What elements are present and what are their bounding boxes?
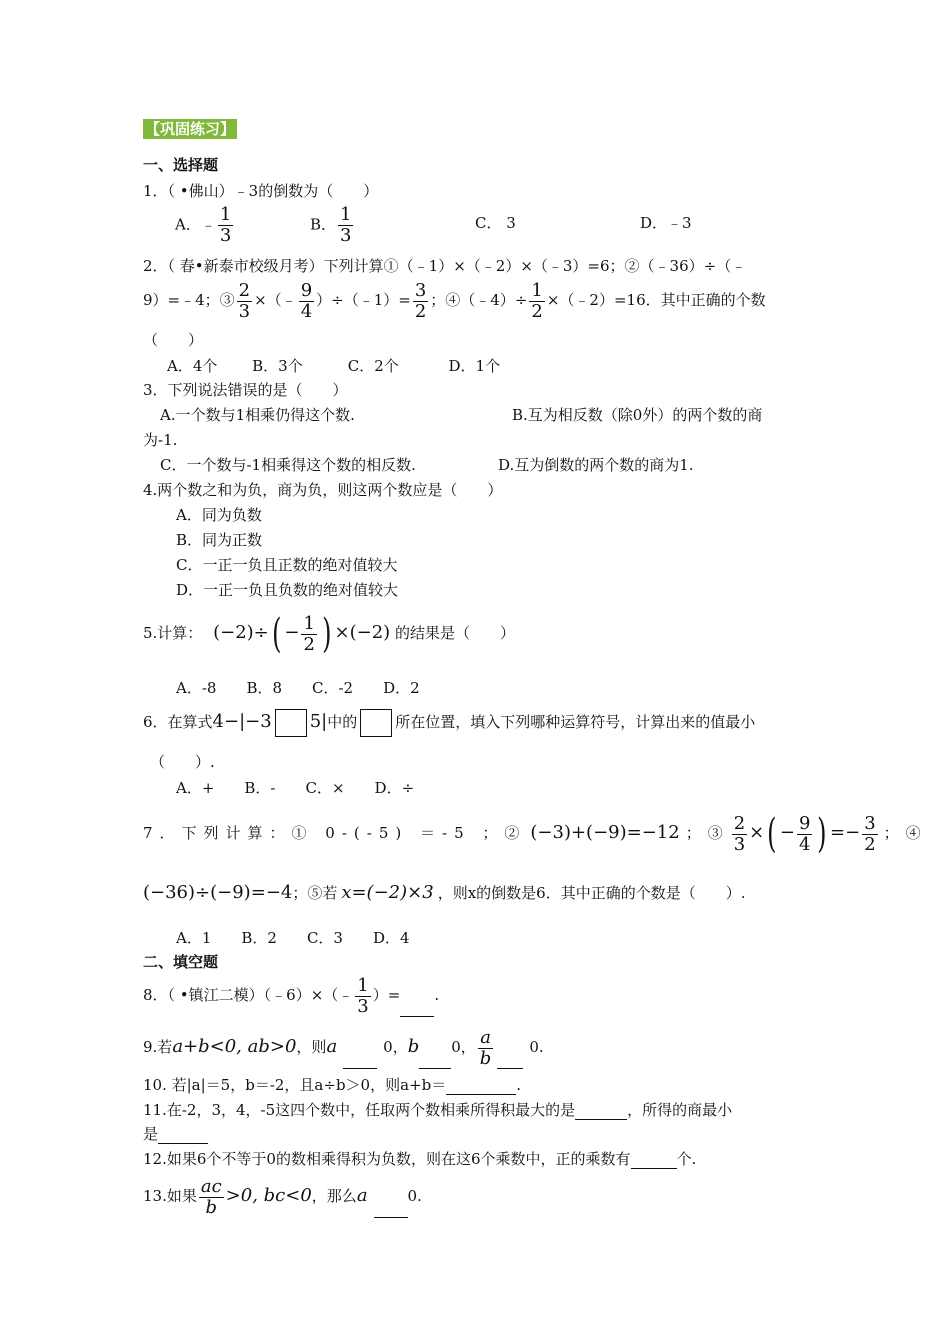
section-heading-choice: 一、选择题 — [143, 156, 219, 174]
numerator: 2 — [238, 279, 251, 301]
denominator: 3 — [733, 833, 746, 855]
text: 0. — [407, 1187, 422, 1205]
text: 8．（ •镇江二模）（﹣6）×（﹣ — [143, 986, 354, 1004]
question-3-option-d: D.互为倒数的两个数的商为1. — [498, 456, 694, 474]
text: 12.如果6个不等于0的数相乘得积为负数，则在这6个乘数中，正的乘数有 — [143, 1150, 631, 1168]
question-1-option-c: C． 3 — [475, 214, 516, 232]
fraction — [199, 1177, 224, 1218]
answer-blank — [631, 1150, 677, 1169]
fraction — [299, 281, 314, 322]
right-paren: ) — [817, 811, 827, 857]
question-4-option-d: D．一正一负且负数的绝对值较大 — [176, 581, 399, 599]
denominator: 3 — [340, 225, 352, 246]
minus-sign: − — [284, 622, 300, 643]
text: . — [434, 986, 440, 1004]
section-heading-fill: 二、填空题 — [143, 953, 219, 971]
question-7-line-2 — [143, 878, 745, 908]
denominator: 3 — [357, 995, 369, 1017]
question-4-option-b: B．同为正数 — [176, 531, 263, 549]
text: . — [516, 1076, 521, 1094]
numerator: 2 — [733, 812, 746, 834]
answer-blank — [374, 1191, 408, 1218]
text: ；④（﹣4）÷ — [430, 291, 528, 309]
text: 0， — [383, 1038, 408, 1056]
question-3-option-b-cont: 为-1. — [143, 431, 178, 449]
question-10 — [143, 1075, 521, 1095]
numerator: 1 — [357, 974, 369, 996]
question-2-line-2 — [143, 280, 766, 322]
fraction — [413, 281, 428, 322]
math-expression: 5| — [309, 711, 328, 732]
answer-blank — [575, 1101, 627, 1120]
numerator: 3 — [864, 812, 876, 834]
text: ；③ — [685, 824, 730, 842]
blank-box — [275, 709, 307, 737]
answer-blank — [343, 1042, 377, 1069]
option-label: B． — [310, 215, 337, 234]
answer-blank — [419, 1042, 451, 1069]
denominator: 2 — [414, 300, 427, 322]
text: 个. — [676, 1150, 697, 1168]
text: 中的 — [327, 713, 358, 731]
right-paren: ) — [322, 611, 332, 657]
left-paren: ( — [767, 811, 777, 857]
text: 所在位置，填入下列哪种运算符号，计算出来的值最小 — [395, 713, 756, 731]
math-expression: >0, bc<0 — [225, 1185, 312, 1206]
denominator: 2 — [531, 300, 543, 322]
numerator: 1 — [340, 204, 352, 225]
text: 13.如果 — [143, 1187, 197, 1205]
variable: a — [356, 1185, 368, 1206]
math-expression: (−3)+(−9)=−12 — [530, 822, 680, 843]
math-expression: (−36)÷(−9)=−4 — [143, 882, 293, 903]
math-expression: × — [749, 822, 765, 843]
fraction — [338, 205, 353, 246]
math-expression: a+b<0, ab>0 — [172, 1036, 297, 1057]
numerator: a — [478, 1028, 494, 1049]
denominator: b — [205, 1196, 218, 1218]
denominator: b — [479, 1047, 492, 1069]
question-7-options: A．1 B．2 C．3 D．4 — [176, 929, 410, 947]
question-6-options: A．+ B．- C．× D．÷ — [176, 779, 415, 797]
question-1-option-b — [310, 205, 355, 246]
variable: a — [326, 1036, 338, 1057]
blank-box — [360, 709, 392, 737]
question-1-option-a — [175, 205, 235, 246]
numerator: 1 — [531, 279, 543, 301]
question-4-option-c: C．一正一负且正数的绝对值较大 — [176, 556, 398, 574]
denominator: 2 — [864, 833, 876, 855]
answer-blank — [158, 1125, 208, 1144]
question-3-option-c: C．一个数与-1相乘得这个数的相反数. — [160, 456, 416, 474]
math-expression: 4−|−3 — [212, 711, 272, 732]
question-9 — [143, 1026, 544, 1069]
text: ；⑤若 — [292, 884, 338, 902]
question-1-stem: 1．（ •佛山）﹣3的倒数为（ ） — [143, 182, 379, 200]
question-11-line-1 — [143, 1100, 732, 1120]
option-label: A． — [175, 215, 201, 234]
question-6-stem — [143, 707, 755, 737]
text: ，则 — [296, 1038, 327, 1056]
question-12 — [143, 1149, 696, 1169]
left-paren: ( — [271, 611, 282, 657]
numerator: 1 — [219, 204, 232, 225]
fraction — [355, 976, 370, 1017]
fraction — [301, 614, 316, 655]
math-expression: =− — [830, 822, 861, 843]
text: ×（﹣2）=16．其中正确的个数 — [546, 291, 766, 309]
text: 9）=﹣4；③ — [143, 291, 235, 309]
math-expression: x=(−2)×3 — [341, 882, 434, 903]
text: 5.计算： — [143, 624, 203, 642]
text: ）÷（﹣1）= — [316, 291, 411, 309]
text: 9.若 — [143, 1038, 173, 1056]
question-3-option-a: A.一个数与1相乘仍得这个数. — [160, 406, 355, 424]
text: 的结果是（ ） — [394, 624, 515, 642]
variable: b — [407, 1036, 420, 1057]
question-2-blank: （ ） — [143, 331, 204, 349]
text: ×（﹣ — [254, 291, 297, 309]
math-expression: ×(−2) — [334, 622, 391, 643]
answer-blank — [446, 1076, 516, 1095]
question-5-stem — [143, 613, 515, 655]
text: 10. 若|a|＝5，b＝-2，且a÷b＞0，则a+b＝ — [143, 1076, 447, 1094]
question-4-option-a: A．同为负数 — [176, 506, 262, 524]
fraction — [478, 1028, 494, 1069]
fraction — [529, 281, 544, 322]
question-7-line-1 — [143, 811, 928, 855]
text: 0， — [451, 1038, 476, 1056]
text: 6．在算式 — [143, 713, 213, 731]
numerator: 1 — [303, 612, 315, 634]
text: 7．下列计算：① 0-(-5) ＝-5 ；② — [143, 824, 527, 842]
text: ，那么 — [311, 1187, 357, 1205]
denominator: 2 — [303, 633, 315, 655]
question-2-line-1: 2．（ 春•新泰市校级月考）下列计算①（﹣1）×（﹣2）×（﹣3）=6；②（﹣36）÷（﹣ — [143, 257, 747, 275]
numerator: 9 — [300, 279, 313, 301]
fraction — [797, 814, 812, 855]
question-8 — [143, 975, 439, 1017]
negative-sign: ﹣ — [200, 215, 216, 234]
question-3-option-b: B.互为相反数（除0外）的两个数的商 — [512, 406, 763, 424]
question-6-blank: （ ）. — [150, 753, 215, 771]
question-2-options: A．4个 B．3个 C．2个 D．1个 — [167, 357, 501, 375]
answer-blank — [497, 1042, 523, 1069]
question-4-stem: 4.两个数之和为负，商为负，则这两个数应是（ ） — [143, 481, 503, 499]
question-1-option-d: D．﹣3 — [640, 214, 692, 232]
fraction — [237, 281, 252, 322]
fraction — [862, 814, 877, 855]
question-11-line-2 — [143, 1124, 208, 1144]
text: ，则x的倒数是6．其中正确的个数是（ ）. — [437, 884, 746, 902]
numerator: 9 — [798, 812, 811, 834]
question-3-stem: 3．下列说法错误的是（ ） — [143, 381, 348, 399]
fraction — [732, 814, 747, 855]
math-expression: (−2)÷ — [213, 622, 269, 643]
text: ）= — [372, 986, 401, 1004]
numerator: 3 — [414, 279, 427, 301]
minus-sign: − — [779, 822, 795, 843]
text: ；④ — [883, 824, 928, 842]
numerator: ac — [200, 1175, 222, 1197]
text: 是 — [143, 1125, 159, 1143]
denominator: 4 — [300, 300, 313, 322]
text: ，所得的商最小 — [627, 1101, 733, 1119]
section-banner: 【巩固练习】 — [145, 120, 236, 138]
answer-blank — [400, 992, 434, 1017]
question-13 — [143, 1174, 422, 1218]
text: 0. — [529, 1038, 544, 1056]
denominator: 4 — [798, 833, 811, 855]
denominator: 3 — [238, 300, 251, 322]
denominator: 3 — [219, 225, 232, 246]
fraction — [218, 205, 233, 246]
question-5-options: A．-8 B．8 C．-2 D．2 — [176, 679, 420, 697]
text: 11.在-2，3，4，-5这四个数中，任取两个数相乘所得积最大的是 — [143, 1101, 576, 1119]
